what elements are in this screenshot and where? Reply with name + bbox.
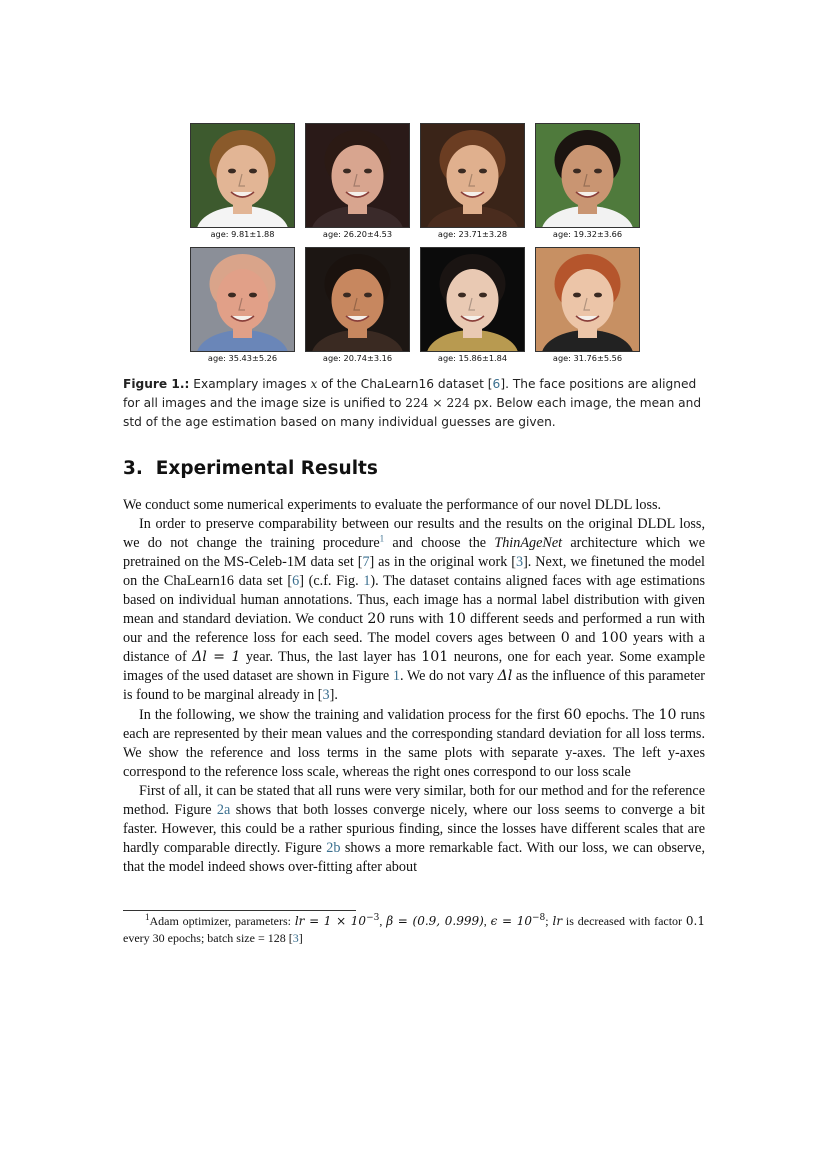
math-size: 224 × 224	[405, 396, 470, 410]
caption-text: of the ChaLearn16 dataset [	[317, 377, 493, 391]
text-run: years with a distance of	[123, 630, 705, 666]
text-run: architecture which we pretrained on the MS-Celeb-1M data set [	[123, 535, 705, 571]
citation-link[interactable]: 7	[362, 554, 370, 571]
age-caption: age: 19.32±3.66	[552, 229, 623, 239]
paragraph	[123, 706, 705, 782]
paragraph: We conduct some numerical experiments to evaluate the performance of our novel DLDL loss.	[123, 497, 662, 513]
text-run: . We do not vary	[399, 668, 498, 685]
math-number: 10	[658, 706, 677, 723]
age-caption: age: 31.76±5.56	[552, 353, 623, 363]
figure-cell	[535, 247, 640, 363]
math-number: 60	[563, 706, 582, 723]
text-run: and choose the	[384, 535, 495, 552]
text-run: ].	[329, 687, 338, 704]
figure-cell	[305, 123, 410, 239]
caption-text: Examplary images	[189, 377, 311, 391]
text-run: neurons, one for each year. Some example images of the used dataset are shown in Figure	[123, 649, 705, 685]
math-expression: β = (0.9, 0.999)	[386, 914, 484, 928]
figure-row-2	[190, 247, 640, 365]
text-run: ] (c.f. Fig.	[299, 573, 364, 590]
caption-text: ]. The face positions are aligned for all images and the image size is unified to	[123, 377, 697, 410]
math-expression: lr	[552, 914, 563, 928]
age-caption: age: 9.81±1.88	[210, 229, 275, 239]
text-run: Adam optimizer, parameters:	[149, 914, 295, 928]
citation-link[interactable]: 6	[292, 573, 300, 590]
section-number: 3.	[123, 458, 143, 479]
face-photo	[420, 247, 525, 352]
face-illustration	[536, 248, 639, 351]
text-run: shows that both losses converge nicely, where our loss seems to converge a bit faster. However, this could be a rather spurious finding, since the losses have different scales that are hardly comparable directly. Figure	[123, 801, 705, 856]
face-illustration	[536, 124, 639, 227]
math-expression: Δl = 1	[192, 649, 241, 666]
figure-cell	[190, 123, 295, 239]
footnote-text	[123, 913, 705, 947]
text-run: year. Thus, the last layer has	[240, 649, 422, 666]
face-illustration	[306, 248, 409, 351]
face-photo	[305, 247, 410, 352]
text-run: ]	[298, 931, 303, 945]
text-run: different seeds and performed a run with our and the reference loss for each seed. The model covers ages between	[123, 611, 705, 647]
footnote-number: 1	[145, 912, 150, 922]
math-expression: ϵ = 10	[490, 914, 533, 928]
math-number: 0.1	[685, 914, 705, 928]
citation-link[interactable]: 3	[515, 554, 524, 571]
math-number: 0	[560, 630, 570, 647]
text-run: shows a more remarkable fact. With our loss, we can observe, that the model indeed shows over-fitting after about	[123, 839, 705, 875]
age-caption: age: 26.20±4.53	[322, 229, 393, 239]
citation-link[interactable]: 6	[492, 377, 501, 391]
text-run: ] as in the original work [	[369, 554, 516, 571]
math-expression: Δl	[497, 668, 513, 685]
figure-link[interactable]: 1	[392, 668, 400, 685]
paragraph	[123, 782, 705, 877]
body-text	[123, 496, 705, 877]
math-expression: lr = 1 × 10	[294, 914, 367, 928]
figure-link[interactable]: 1	[363, 573, 371, 590]
face-photo	[535, 247, 640, 352]
figure-label: Figure 1.:	[123, 377, 190, 391]
text-run: ,	[483, 914, 491, 928]
face-illustration	[191, 248, 294, 351]
face-photo	[535, 123, 640, 228]
text-run: ). The dataset contains aligned faces with age estimations based on individual human annotations. Thus, each image has a normal label distribution with given mean and standard deviation. We conduct	[123, 573, 705, 628]
text-run: and	[569, 630, 601, 647]
face-photo	[190, 247, 295, 352]
text-run: ;	[545, 914, 553, 928]
footnote-rule	[123, 910, 356, 911]
paragraph	[123, 515, 705, 705]
text-run: runs with	[385, 611, 448, 628]
footnote	[123, 913, 705, 947]
text-run: In order to preserve comparability between our results and the results on the original DLDL loss, we do not change the training procedure	[123, 516, 705, 552]
section-title-text: Experimental Results	[155, 458, 378, 479]
math-exponent: −3	[366, 913, 380, 923]
section-heading	[123, 458, 378, 479]
face-illustration	[306, 124, 409, 227]
text-run: ,	[379, 914, 387, 928]
math-number: 100	[600, 630, 628, 647]
math-number: 10	[447, 611, 466, 628]
face-illustration	[421, 248, 524, 351]
face-photo	[190, 123, 295, 228]
text-run: is decreased with factor	[562, 914, 686, 928]
math-var: x	[310, 377, 318, 391]
math-number: 101	[421, 649, 449, 666]
figure-cell	[305, 247, 410, 363]
citation-link[interactable]: 3	[292, 931, 299, 945]
text-run: ]. Next, we finetuned the model on the ChaLearn16 data set [	[123, 554, 705, 590]
figure-cell	[420, 123, 525, 239]
text-run: every 30 epochs; batch size = 128 [	[123, 931, 293, 945]
figure-cell	[420, 247, 525, 363]
face-illustration	[421, 124, 524, 227]
text-run: epochs. The	[581, 706, 659, 723]
footnote-marker[interactable]: 1	[379, 533, 385, 544]
text-run: In the following, we show the training and validation process for the first	[139, 706, 564, 723]
text-run: runs each are represented by their mean values and the corresponding standard deviation for all loss terms. We show the reference and loss terms in the same plots with separate y-axes. The left y-axes correspond to the reference loss scale, whereas the right ones correspond to our loss scale	[123, 706, 706, 780]
figure-row-1	[190, 123, 640, 241]
age-caption: age: 35.43±5.26	[207, 353, 278, 363]
text-run: as the influence of this parameter is found to be marginal already in [	[123, 668, 705, 704]
figure-caption	[123, 375, 705, 432]
caption-text: px. Below each image, the mean and std of the age estimation based on many individual guesses are given.	[123, 396, 702, 429]
face-illustration	[191, 124, 294, 227]
text-run: First of all, it can be stated that all runs were very similar, both for our method and for the reference method. Figure	[123, 782, 705, 818]
model-name: ThinAgeNet	[494, 535, 563, 552]
figure-link[interactable]: 2b	[326, 839, 341, 856]
figure-cell	[190, 247, 295, 363]
figure-link[interactable]: 2a	[216, 801, 231, 818]
age-caption: age: 20.74±3.16	[322, 353, 393, 363]
age-caption: age: 15.86±1.84	[437, 353, 508, 363]
age-caption: age: 23.71±3.28	[437, 229, 508, 239]
citation-link[interactable]: 3	[322, 687, 330, 704]
face-photo	[305, 123, 410, 228]
math-number: 20	[367, 611, 386, 628]
math-exponent: −8	[532, 913, 546, 923]
figure-cell	[535, 123, 640, 239]
face-photo	[420, 123, 525, 228]
